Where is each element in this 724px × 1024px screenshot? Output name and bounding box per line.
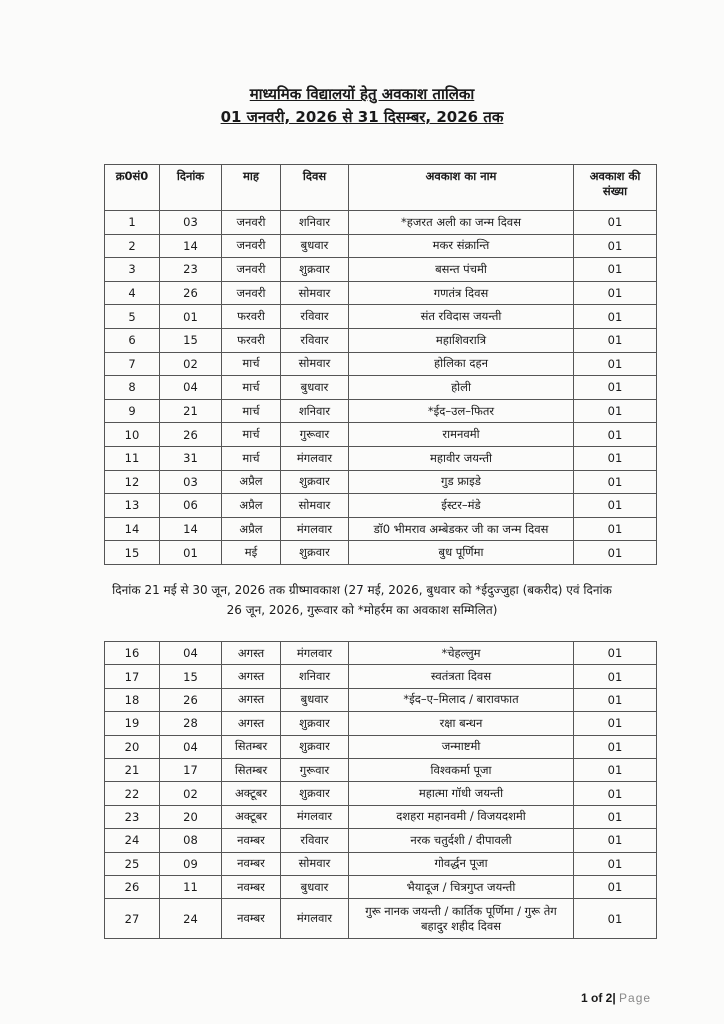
cell-holiday-count: 01 xyxy=(574,211,657,235)
cell-day: शनिवार xyxy=(281,399,349,423)
table-row xyxy=(105,782,657,805)
cell-month: फरवरी xyxy=(222,328,281,352)
table-row xyxy=(105,665,657,688)
cell-serial: 9 xyxy=(105,399,160,423)
table-row xyxy=(105,281,657,305)
cell-date: 31 xyxy=(160,446,222,470)
cell-date: 04 xyxy=(160,642,222,665)
cell-holiday-count: 01 xyxy=(574,642,657,665)
cell-serial: 27 xyxy=(105,899,160,939)
cell-holiday-name: दशहरा महानवमी / विजयदशमी xyxy=(349,805,574,828)
summer-vacation-note: दिनांक 21 मई से 30 जून, 2026 तक ग्रीष्मावकाश (27 मई, 2026, बुधवार को *ईदुज्जुहा (बकरीद) एवं दिनांक 26 जून, 2026, गुरूवार को *मोहर्रम का अवकाश सम्मिलित) xyxy=(112,583,612,617)
cell-holiday-count: 01 xyxy=(574,541,657,565)
cell-holiday-count: 01 xyxy=(574,305,657,329)
cell-month: मार्च xyxy=(222,423,281,447)
cell-holiday-name: बुध पूर्णिमा xyxy=(349,541,574,565)
table-row xyxy=(105,829,657,852)
cell-month: अगस्त xyxy=(222,712,281,735)
cell-holiday-count: 01 xyxy=(574,234,657,258)
footer-separator: | xyxy=(612,991,616,1005)
cell-holiday-count: 01 xyxy=(574,852,657,875)
cell-month: मई xyxy=(222,541,281,565)
cell-holiday-count: 01 xyxy=(574,805,657,828)
cell-holiday-name: *चेहल्लुम xyxy=(349,642,574,665)
cell-serial: 3 xyxy=(105,258,160,282)
cell-holiday-name: भैयादूज / चित्रगुप्त जयन्ती xyxy=(349,875,574,898)
cell-date: 06 xyxy=(160,494,222,518)
header-day: दिवस xyxy=(281,165,349,211)
table-row xyxy=(105,446,657,470)
cell-serial: 13 xyxy=(105,494,160,518)
page-word: Page xyxy=(619,991,652,1005)
cell-holiday-count: 01 xyxy=(574,782,657,805)
cell-day: रविवार xyxy=(281,328,349,352)
holiday-table-part1 xyxy=(104,164,657,565)
page-number: 1 of 2 xyxy=(581,991,613,1005)
cell-holiday-name: महात्मा गॉधी जयन्ती xyxy=(349,782,574,805)
cell-date: 03 xyxy=(160,211,222,235)
cell-holiday-name: महावीर जयन्ती xyxy=(349,446,574,470)
cell-holiday-count: 01 xyxy=(574,735,657,758)
cell-holiday-name: होलिका दहन xyxy=(349,352,574,376)
table-row xyxy=(105,541,657,565)
cell-month: जनवरी xyxy=(222,211,281,235)
cell-month: नवम्बर xyxy=(222,899,281,939)
cell-holiday-count: 01 xyxy=(574,352,657,376)
table-row xyxy=(105,328,657,352)
cell-serial: 23 xyxy=(105,805,160,828)
cell-holiday-name: गोवर्द्धन पूजा xyxy=(349,852,574,875)
cell-date: 01 xyxy=(160,305,222,329)
holiday-table-part2 xyxy=(104,641,657,939)
cell-holiday-count: 01 xyxy=(574,281,657,305)
cell-day: शुक्रवार xyxy=(281,470,349,494)
cell-holiday-name: जन्माष्टमी xyxy=(349,735,574,758)
cell-date: 26 xyxy=(160,281,222,305)
cell-day: शुक्रवार xyxy=(281,735,349,758)
cell-day: बुधवार xyxy=(281,875,349,898)
cell-holiday-count: 01 xyxy=(574,517,657,541)
cell-date: 23 xyxy=(160,258,222,282)
table-row xyxy=(105,211,657,235)
cell-serial: 5 xyxy=(105,305,160,329)
cell-date: 08 xyxy=(160,829,222,852)
table-row xyxy=(105,758,657,781)
cell-holiday-name: मकर संक्रान्ति xyxy=(349,234,574,258)
cell-serial: 1 xyxy=(105,211,160,235)
cell-serial: 10 xyxy=(105,423,160,447)
table-row xyxy=(105,642,657,665)
cell-holiday-name: महाशिवरात्रि xyxy=(349,328,574,352)
table-row xyxy=(105,376,657,400)
cell-day: शुक्रवार xyxy=(281,782,349,805)
cell-holiday-name: गणतंत्र दिवस xyxy=(349,281,574,305)
cell-date: 28 xyxy=(160,712,222,735)
cell-serial: 24 xyxy=(105,829,160,852)
page-footer xyxy=(581,991,651,1005)
cell-holiday-name: विश्वकर्मा पूजा xyxy=(349,758,574,781)
cell-holiday-count: 01 xyxy=(574,758,657,781)
cell-day: रविवार xyxy=(281,829,349,852)
cell-holiday-name: संत रविदास जयन्ती xyxy=(349,305,574,329)
cell-serial: 17 xyxy=(105,665,160,688)
cell-month: अप्रैल xyxy=(222,494,281,518)
cell-month: मार्च xyxy=(222,352,281,376)
cell-date: 14 xyxy=(160,517,222,541)
cell-day: मंगलवार xyxy=(281,805,349,828)
table-row xyxy=(105,899,657,939)
cell-day: रविवार xyxy=(281,305,349,329)
cell-month: फरवरी xyxy=(222,305,281,329)
cell-holiday-count: 01 xyxy=(574,665,657,688)
cell-date: 02 xyxy=(160,782,222,805)
cell-serial: 12 xyxy=(105,470,160,494)
cell-month: अगस्त xyxy=(222,688,281,711)
cell-day: बुधवार xyxy=(281,688,349,711)
cell-month: नवम्बर xyxy=(222,852,281,875)
cell-month: अक्टूबर xyxy=(222,782,281,805)
cell-date: 03 xyxy=(160,470,222,494)
cell-holiday-count: 01 xyxy=(574,399,657,423)
cell-holiday-name: गुरू नानक जयन्ती / कार्तिक पूर्णिमा / गुरू तेग बहादुर शहीद दिवस xyxy=(349,899,574,939)
cell-date: 11 xyxy=(160,875,222,898)
cell-serial: 21 xyxy=(105,758,160,781)
cell-serial: 11 xyxy=(105,446,160,470)
table-row xyxy=(105,805,657,828)
cell-date: 14 xyxy=(160,234,222,258)
table-row xyxy=(105,712,657,735)
cell-serial: 25 xyxy=(105,852,160,875)
cell-serial: 4 xyxy=(105,281,160,305)
cell-date: 15 xyxy=(160,328,222,352)
cell-date: 01 xyxy=(160,541,222,565)
cell-holiday-name: *ईद–उल–फितर xyxy=(349,399,574,423)
cell-date: 15 xyxy=(160,665,222,688)
header-date: दिनांक xyxy=(160,165,222,211)
cell-month: जनवरी xyxy=(222,234,281,258)
cell-month: जनवरी xyxy=(222,258,281,282)
cell-date: 17 xyxy=(160,758,222,781)
table-row xyxy=(105,875,657,898)
cell-holiday-count: 01 xyxy=(574,258,657,282)
cell-month: जनवरी xyxy=(222,281,281,305)
table-row xyxy=(105,423,657,447)
cell-day: सोमवार xyxy=(281,852,349,875)
cell-month: नवम्बर xyxy=(222,829,281,852)
cell-day: मंगलवार xyxy=(281,446,349,470)
table-row xyxy=(105,258,657,282)
table-row xyxy=(105,470,657,494)
cell-holiday-name: ईस्टर–मंडे xyxy=(349,494,574,518)
cell-date: 21 xyxy=(160,399,222,423)
cell-day: शनिवार xyxy=(281,665,349,688)
cell-month: अप्रैल xyxy=(222,470,281,494)
cell-month: सितम्बर xyxy=(222,735,281,758)
cell-date: 26 xyxy=(160,423,222,447)
table-row xyxy=(105,305,657,329)
cell-day: बुधवार xyxy=(281,234,349,258)
document-title: माध्यमिक विद्यालयों हेतु अवकाश तालिका xyxy=(249,85,475,103)
cell-holiday-count: 01 xyxy=(574,712,657,735)
cell-month: अप्रैल xyxy=(222,517,281,541)
cell-serial: 7 xyxy=(105,352,160,376)
cell-day: गुरूवार xyxy=(281,758,349,781)
table-row xyxy=(105,852,657,875)
header-serial: क्र0सं0 xyxy=(105,165,160,211)
cell-holiday-name: गुड फ्राइडे xyxy=(349,470,574,494)
table-header-row xyxy=(105,165,657,211)
cell-holiday-count: 01 xyxy=(574,688,657,711)
cell-holiday-count: 01 xyxy=(574,446,657,470)
cell-serial: 8 xyxy=(105,376,160,400)
cell-date: 24 xyxy=(160,899,222,939)
table-row xyxy=(105,352,657,376)
cell-serial: 26 xyxy=(105,875,160,898)
table-row xyxy=(105,688,657,711)
cell-date: 20 xyxy=(160,805,222,828)
cell-day: गुरूवार xyxy=(281,423,349,447)
cell-day: सोमवार xyxy=(281,352,349,376)
cell-holiday-name: रामनवमी xyxy=(349,423,574,447)
cell-holiday-name: डॉ0 भीमराव अम्बेडकर जी का जन्म दिवस xyxy=(349,517,574,541)
table-row xyxy=(105,517,657,541)
cell-holiday-count: 01 xyxy=(574,423,657,447)
cell-holiday-count: 01 xyxy=(574,376,657,400)
cell-day: सोमवार xyxy=(281,494,349,518)
cell-serial: 2 xyxy=(105,234,160,258)
cell-serial: 15 xyxy=(105,541,160,565)
header-month: माह xyxy=(222,165,281,211)
cell-holiday-name: होली xyxy=(349,376,574,400)
cell-month: मार्च xyxy=(222,376,281,400)
cell-holiday-name: स्वतंत्रता दिवस xyxy=(349,665,574,688)
table-row xyxy=(105,735,657,758)
header-holiday-name: अवकाश का नाम xyxy=(349,165,574,211)
cell-day: बुधवार xyxy=(281,376,349,400)
cell-date: 09 xyxy=(160,852,222,875)
cell-month: अगस्त xyxy=(222,642,281,665)
cell-serial: 20 xyxy=(105,735,160,758)
cell-holiday-count: 01 xyxy=(574,494,657,518)
cell-holiday-count: 01 xyxy=(574,875,657,898)
cell-day: शनिवार xyxy=(281,211,349,235)
cell-holiday-count: 01 xyxy=(574,328,657,352)
cell-holiday-count: 01 xyxy=(574,829,657,852)
cell-date: 04 xyxy=(160,735,222,758)
cell-day: शुक्रवार xyxy=(281,258,349,282)
table-row xyxy=(105,234,657,258)
cell-holiday-count: 01 xyxy=(574,470,657,494)
cell-month: मार्च xyxy=(222,399,281,423)
cell-holiday-count: 01 xyxy=(574,899,657,939)
cell-date: 26 xyxy=(160,688,222,711)
cell-month: सितम्बर xyxy=(222,758,281,781)
cell-serial: 19 xyxy=(105,712,160,735)
cell-month: मार्च xyxy=(222,446,281,470)
cell-holiday-name: *ईद–ए–मिलाद / बारावफात xyxy=(349,688,574,711)
cell-serial: 18 xyxy=(105,688,160,711)
cell-date: 04 xyxy=(160,376,222,400)
cell-serial: 22 xyxy=(105,782,160,805)
cell-month: अक्टूबर xyxy=(222,805,281,828)
cell-serial: 6 xyxy=(105,328,160,352)
cell-day: मंगलवार xyxy=(281,642,349,665)
cell-day: मंगलवार xyxy=(281,899,349,939)
cell-holiday-name: बसन्त पंचमी xyxy=(349,258,574,282)
cell-serial: 14 xyxy=(105,517,160,541)
cell-date: 02 xyxy=(160,352,222,376)
header-holiday-count: अवकाश की संख्या xyxy=(574,165,657,211)
cell-month: अगस्त xyxy=(222,665,281,688)
cell-day: मंगलवार xyxy=(281,517,349,541)
cell-serial: 16 xyxy=(105,642,160,665)
cell-holiday-name: रक्षा बन्धन xyxy=(349,712,574,735)
table-row xyxy=(105,494,657,518)
document-date-range: 01 जनवरी, 2026 से 31 दिसम्बर, 2026 तक xyxy=(220,108,504,126)
cell-month: नवम्बर xyxy=(222,875,281,898)
cell-holiday-name: नरक चतुर्दशी / दीपावली xyxy=(349,829,574,852)
cell-day: शुक्रवार xyxy=(281,541,349,565)
cell-day: सोमवार xyxy=(281,281,349,305)
cell-holiday-name: *हजरत अली का जन्म दिवस xyxy=(349,211,574,235)
table-row xyxy=(105,399,657,423)
cell-day: शुक्रवार xyxy=(281,712,349,735)
